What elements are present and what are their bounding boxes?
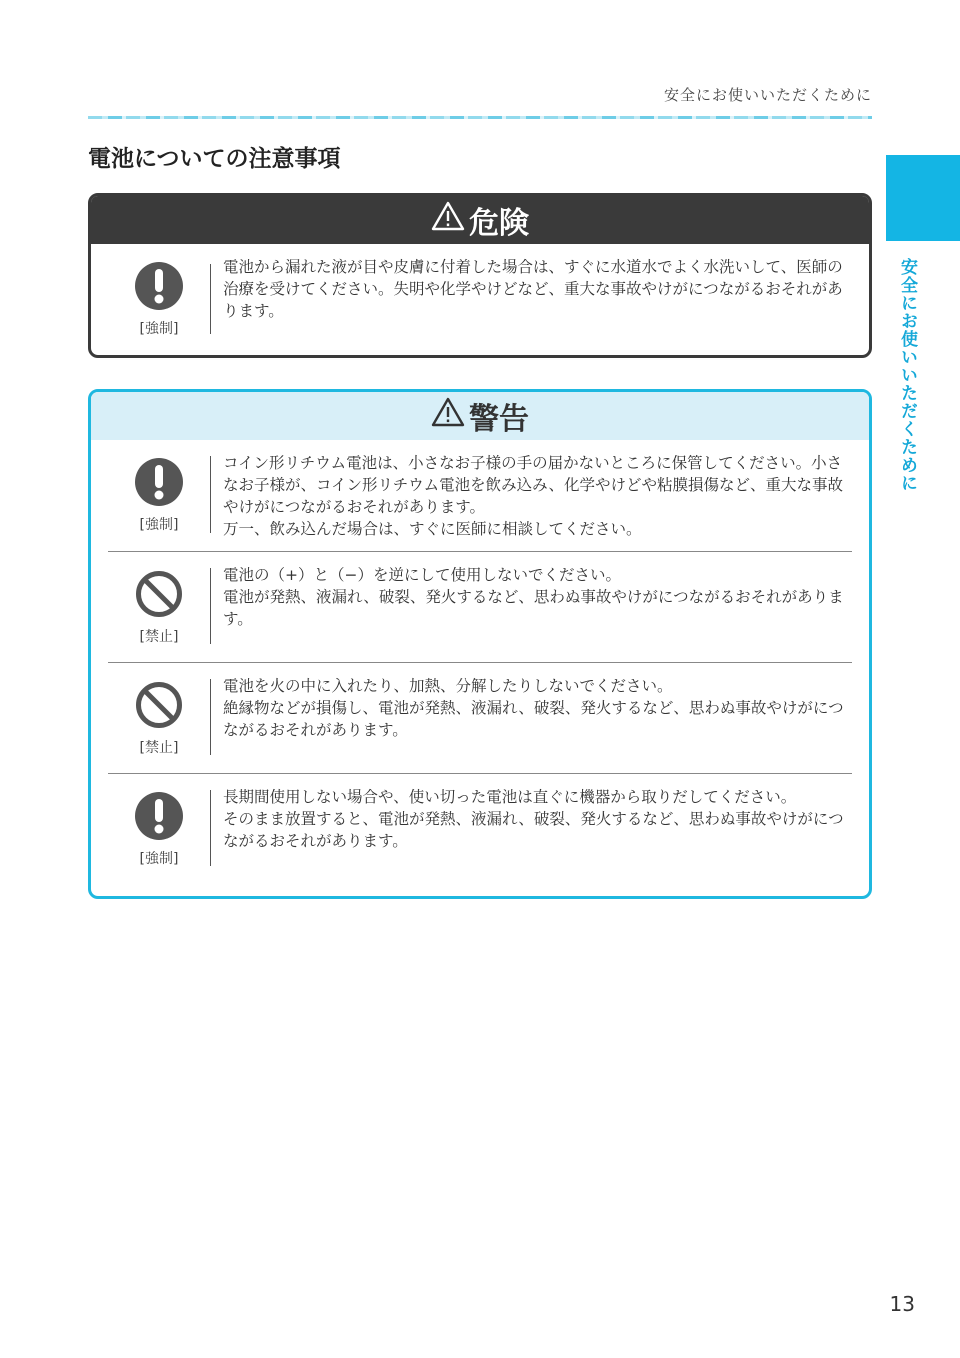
warning-triangle-icon bbox=[431, 201, 465, 239]
warning-header bbox=[91, 392, 869, 440]
header-rule bbox=[88, 116, 872, 119]
running-head: 安全にお使いいただくために bbox=[663, 86, 872, 104]
entry-symbol bbox=[108, 552, 210, 646]
warning-box bbox=[88, 389, 872, 899]
section-title: 電池についての注意事項 bbox=[88, 146, 341, 172]
warning-triangle-icon bbox=[431, 397, 465, 435]
danger-title: 危険 bbox=[469, 206, 529, 241]
chapter-tab bbox=[886, 155, 960, 241]
prohibited-icon bbox=[135, 681, 183, 729]
exclamation-icon bbox=[135, 458, 183, 506]
warning-title: 警告 bbox=[469, 402, 529, 437]
exclamation-icon bbox=[135, 262, 183, 310]
chapter-tab-label: 安全にお使いいただくために bbox=[897, 258, 917, 492]
entry-text: コイン形リチウム電池は、小さなお子様の手の届かないところに保管してください。小さなお子様が、コイン形リチウム電池を飲み込み、化学やけどや粘膜損傷など、重大な事故やけがにつながるおそれがあります。 万一、飲み込んだ場合は、すぐに医師に相談してください。 bbox=[223, 454, 844, 538]
danger-header bbox=[91, 196, 869, 244]
symbol-label: [強制] bbox=[139, 321, 179, 337]
page-number: 13 bbox=[889, 1292, 915, 1316]
warning-entry bbox=[108, 440, 852, 551]
symbol-label: [禁止] bbox=[139, 740, 179, 756]
entry-symbol bbox=[108, 440, 210, 534]
warning-entry bbox=[108, 551, 852, 662]
entry-text: 長期間使用しない場合や、使い切った電池は直ぐに機器から取りだしてください。 そのまま放置すると、電池が発熱、液漏れ、破裂、発火するなど、思わぬ事故やけがにつながるおそれがあります。 bbox=[223, 788, 844, 850]
entry-symbol bbox=[108, 663, 210, 757]
exclamation-icon bbox=[135, 792, 183, 840]
warning-entry bbox=[108, 773, 852, 884]
symbol-label: [禁止] bbox=[139, 629, 179, 645]
entry-text: 電池を火の中に入れたり、加熱、分解したりしないでください。 絶縁物などが損傷し、電池が発熱、液漏れ、破裂、発火するなど、思わぬ事故やけがにつながるおそれがあります。 bbox=[223, 677, 844, 739]
entry-text: 電池の（+）と（−）を逆にして使用しないでください。 電池が発熱、液漏れ、破裂、発火するなど、思わぬ事故やけがにつながるおそれがあります。 bbox=[223, 566, 844, 628]
danger-box bbox=[88, 193, 872, 358]
entry-symbol bbox=[108, 244, 210, 338]
prohibited-icon bbox=[135, 570, 183, 618]
symbol-label: [強制] bbox=[139, 517, 179, 533]
danger-entry bbox=[108, 244, 852, 358]
entry-symbol bbox=[108, 774, 210, 868]
entry-text: 電池から漏れた液が目や皮膚に付着した場合は、すぐに水道水でよく水洗いして、医師の治療を受けてください。失明や化学やけどなど、重大な事故やけがにつながるおそれがあります。 bbox=[223, 258, 843, 320]
warning-entry bbox=[108, 662, 852, 773]
symbol-label: [強制] bbox=[139, 851, 179, 867]
